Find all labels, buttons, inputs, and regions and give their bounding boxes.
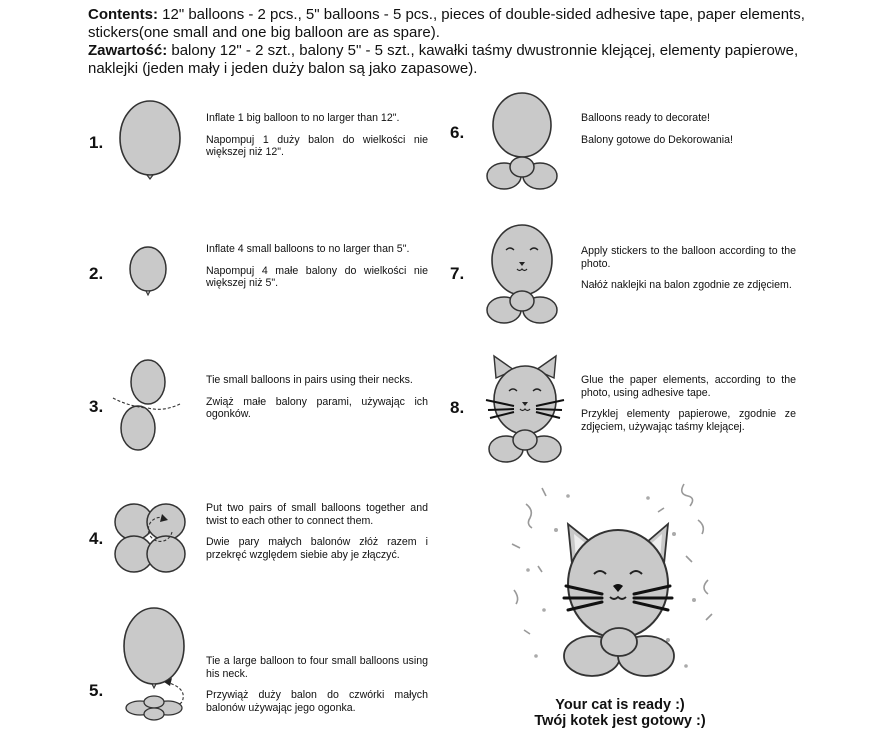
step-5-en: Tie a large balloon to four small balloons using his neck.: [206, 655, 428, 680]
step-6-pl: Balony gotowe do Dekorowania!: [581, 133, 733, 146]
step-8-number: 8.: [450, 398, 465, 417]
zawartosc-line-1: [88, 42, 878, 60]
contents-header: [88, 6, 878, 78]
step-1-en: Inflate 1 big balloon to no larger than 12".: [206, 112, 400, 124]
contents-text-2: stickers(one small and one big balloon are as spare).: [88, 24, 440, 41]
step-7-en: Apply stickers to the balloon according to the photo.: [581, 245, 796, 270]
step-8-pl: Przyklej elementy papierowe, zgodnie ze zdjęciem, używając taśmy klejącej.: [581, 408, 796, 433]
step-3-number: 3.: [89, 397, 104, 416]
step-5-pl: Przywiąż duży balon do czwórki małych balonów używając jego ogonka.: [206, 689, 428, 714]
step-8-en: Glue the paper elements, according to the photo, using adhesive tape.: [581, 374, 796, 399]
final-caption: [500, 697, 740, 729]
zawartosc-text-2: naklejki (jeden mały i jeden duży balon są jako zapasowe).: [88, 60, 478, 77]
finished-cat-illustration: [498, 470, 724, 696]
step-3-en: Tie small balloons in pairs using their necks.: [206, 374, 413, 386]
contents-label: Contents:: [88, 6, 158, 23]
step-6-en: Balloons ready to decorate!: [581, 112, 710, 124]
final-caption-pl: Twój kotek jest gotowy :): [534, 713, 706, 729]
contents-line-1: [88, 6, 878, 24]
step-8-paper-elements-illustration: [484, 356, 566, 466]
step-5-attach-illustration: [112, 606, 197, 726]
step-6-text: [581, 112, 796, 155]
step-7-number: 7.: [450, 264, 465, 283]
step-1-pl: Napompuj 1 duży balon do wielkości nie większej niż 12".: [206, 133, 428, 158]
step-4-text: [206, 502, 428, 570]
step-3-text: [206, 374, 428, 430]
zawartosc-label: Zawartość:: [88, 42, 168, 59]
step-5-number: 5.: [89, 681, 104, 700]
step-1-big-balloon-illustration: [112, 100, 192, 185]
step-2-small-balloon-illustration: [125, 245, 175, 300]
final-caption-en: Your cat is ready :): [555, 697, 685, 713]
step-4-pl: Dwie pary małych balonów złóż razem i przekręć względem siebie aby je złączyć.: [206, 536, 428, 561]
step-6-balloon-base-illustration: [484, 92, 562, 192]
step-2-en: Inflate 4 small balloons to no larger than 5".: [206, 243, 410, 255]
step-2-number: 2.: [89, 264, 104, 283]
step-6-number: 6.: [450, 123, 465, 142]
zawartosc-text-1: balony 12" - 2 szt., balony 5" - 5 szt., kawałki taśmy dwustronnie klejącej, elementy papierowe,: [167, 42, 799, 59]
step-5-text: [206, 655, 428, 723]
step-1-number: 1.: [89, 133, 104, 152]
step-7-sticker-face-illustration: [484, 222, 564, 327]
step-1-text: [206, 112, 428, 168]
step-4-number: 4.: [89, 529, 104, 548]
step-2-pl: Napompuj 4 małe balony do wielkości nie większej niż 5".: [206, 264, 428, 289]
step-3-tied-pair-illustration: [108, 358, 188, 453]
contents-text-1: 12" balloons - 2 pcs., 5" balloons - 5 pcs., pieces of double-sided adhesive tape, paper elements,: [158, 6, 805, 23]
step-7-pl: Nałóż naklejki na balon zgodnie ze zdjęciem.: [581, 279, 792, 291]
step-3-pl: Zwiąż małe balony parami, używając ich ogonków.: [206, 395, 428, 420]
step-8-text: [581, 374, 796, 442]
step-4-twist-illustration: [112, 500, 190, 578]
step-4-en: Put two pairs of small balloons together and twist to each other to connect them.: [206, 502, 428, 527]
step-2-text: [206, 243, 428, 299]
step-7-text: [581, 245, 796, 301]
